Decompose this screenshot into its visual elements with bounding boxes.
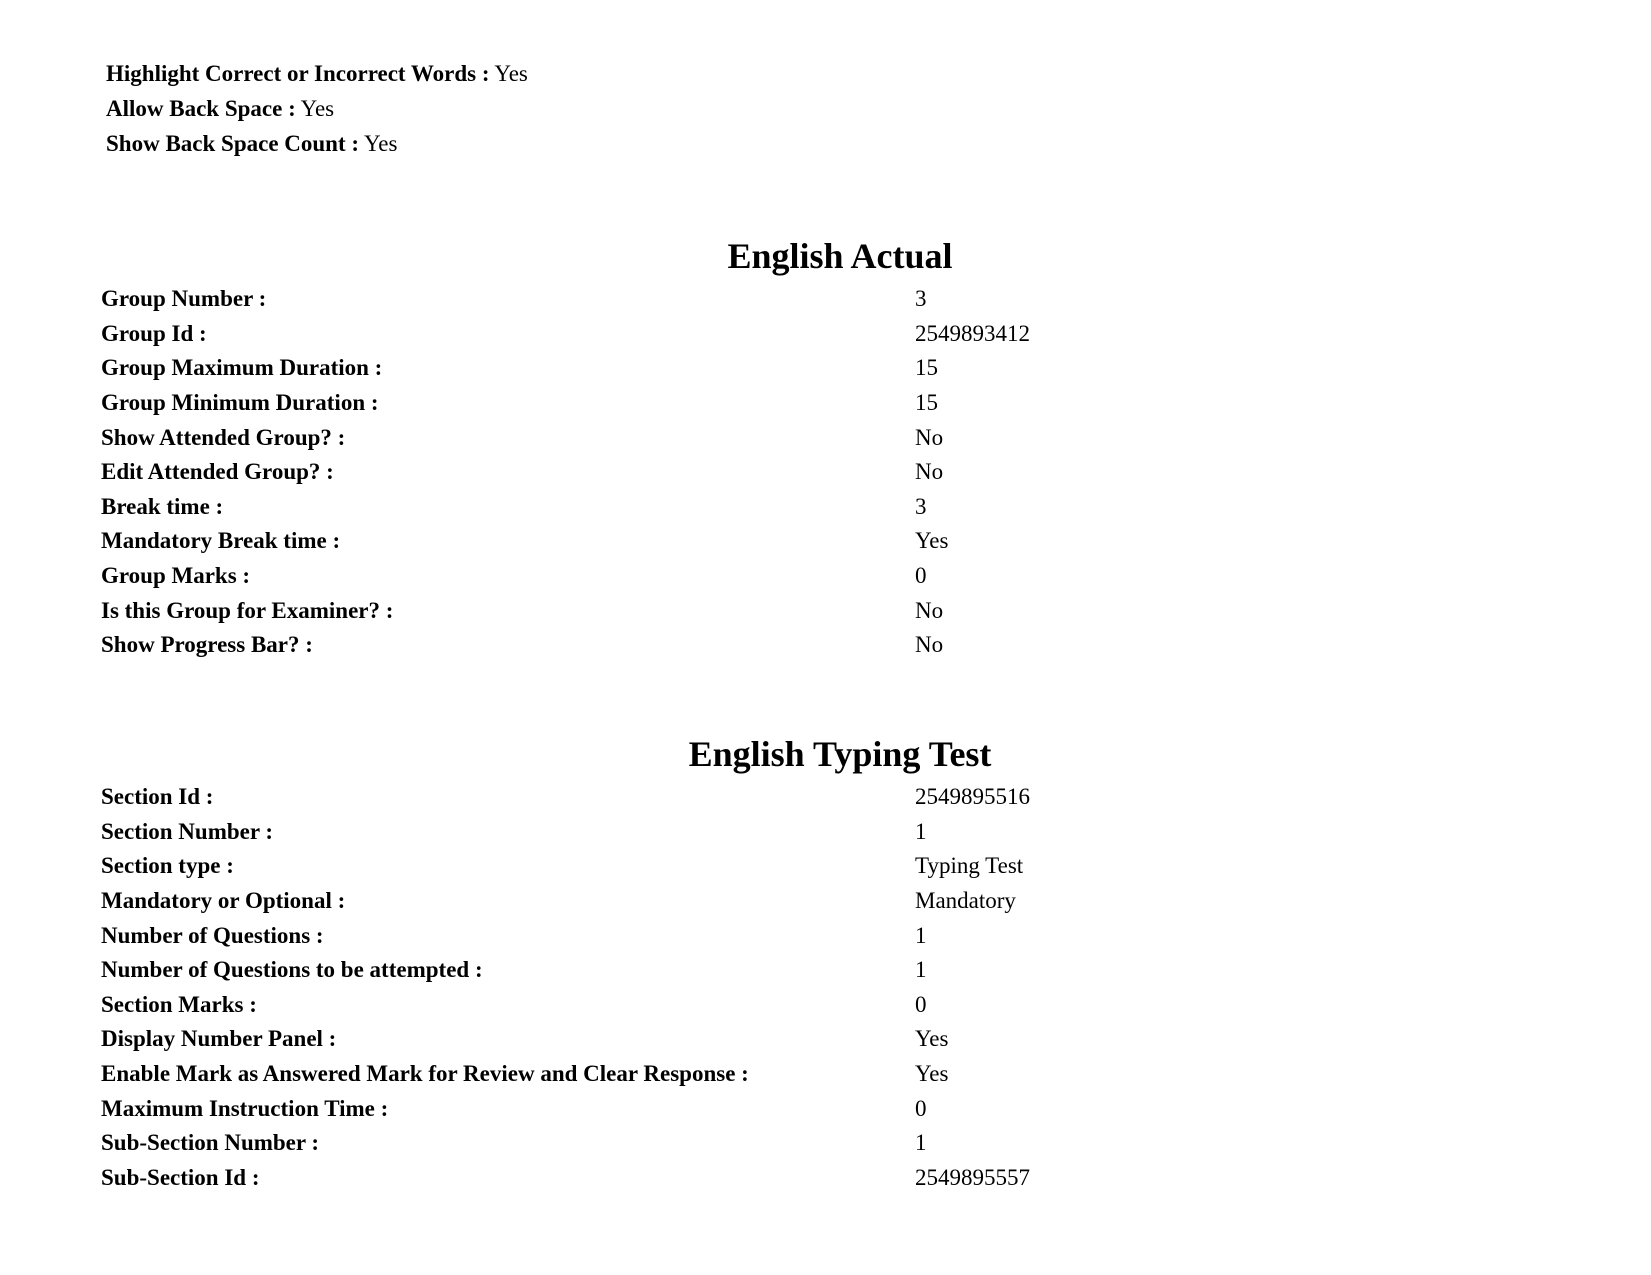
row-label: Maximum Instruction Time : [101,1095,389,1121]
section-row [101,780,1030,815]
section-details-table [101,780,1030,1195]
row-value: Yes [915,528,949,554]
section-row [101,884,1030,919]
section-row [101,849,1030,884]
section-title: English Typing Test [688,734,992,774]
row-label: Number of Questions to be attempted : [101,957,483,983]
setting-value: Yes [363,131,398,156]
row-value: 3 [915,286,927,312]
row-value: 15 [915,390,938,416]
section-row [101,1022,1030,1057]
row-label: Section Marks : [101,991,257,1017]
setting-label: Highlight Correct or Incorrect Words : [106,61,490,86]
row-value: 0 [915,563,927,589]
row-label: Group Id : [101,320,207,346]
row-label: Break time : [101,493,224,519]
section-row [101,1057,1030,1092]
setting-show-back-space-count [106,126,528,161]
row-value: 15 [915,355,938,381]
row-value: 2549895557 [915,1164,1030,1190]
row-label: Display Number Panel : [101,1026,337,1052]
row-value: No [915,632,944,658]
row-value: 1 [915,922,927,948]
section-row [101,918,1030,953]
setting-label: Show Back Space Count : [106,131,360,156]
row-value: Typing Test [915,853,1024,879]
group-details-table [101,282,1030,663]
row-label: Section Id : [101,784,214,810]
row-value: 0 [915,1095,927,1121]
row-label: Mandatory or Optional : [101,888,346,914]
row-label: Group Marks : [101,563,251,589]
top-settings [106,56,528,161]
setting-value: Yes [300,96,335,121]
row-value: 3 [915,493,927,519]
group-row [101,628,1030,663]
row-value: 2549895516 [915,784,1030,810]
row-label: Number of Questions : [101,922,324,948]
setting-highlight-words [106,56,528,91]
row-label: Is this Group for Examiner? : [101,597,394,623]
section-row [101,988,1030,1023]
group-row [101,524,1030,559]
setting-label: Allow Back Space : [106,96,296,121]
section-row [101,1091,1030,1126]
row-label: Show Progress Bar? : [101,632,313,658]
row-label: Group Number : [101,286,267,312]
row-value: Mandatory [915,888,1016,914]
group-row [101,455,1030,490]
setting-value: Yes [494,61,528,86]
row-value: Yes [915,1061,949,1087]
section-row [101,815,1030,850]
row-value: 1 [915,818,927,844]
row-label: Show Attended Group? : [101,424,346,450]
row-label: Group Maximum Duration : [101,355,383,381]
row-label: Sub-Section Number : [101,1130,320,1156]
setting-allow-back-space [106,91,528,126]
row-value: 1 [915,1130,927,1156]
group-row [101,351,1030,386]
row-value: 1 [915,957,927,983]
group-row [101,420,1030,455]
group-row [101,317,1030,352]
row-label: Section type : [101,853,234,879]
group-title: English Actual [727,236,953,276]
group-row [101,559,1030,594]
group-row [101,490,1030,525]
row-value: No [915,597,944,623]
row-label: Sub-Section Id : [101,1164,260,1190]
row-value: 2549893412 [915,320,1030,346]
group-row [101,282,1030,317]
row-label: Mandatory Break time : [101,528,341,554]
section-row [101,953,1030,988]
row-label: Enable Mark as Answered Mark for Review and Clear Response : [101,1061,749,1087]
row-value: Yes [915,1026,949,1052]
row-value: No [915,424,944,450]
group-row [101,386,1030,421]
row-value: 0 [915,991,927,1017]
section-row [101,1161,1030,1196]
row-label: Group Minimum Duration : [101,390,379,416]
section-row [101,1126,1030,1161]
row-label: Edit Attended Group? : [101,459,334,485]
row-label: Section Number : [101,818,274,844]
group-row [101,593,1030,628]
row-value: No [915,459,944,485]
